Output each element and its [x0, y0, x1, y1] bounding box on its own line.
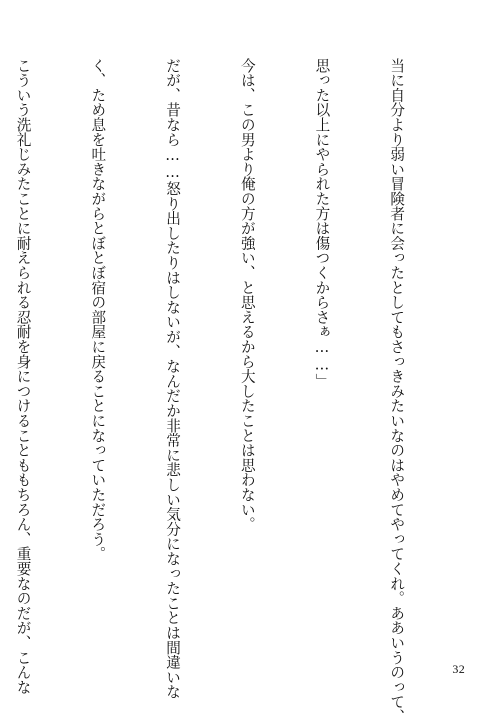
text-line: 思った以上にやられた方は傷つくからさぁ……」: [313, 58, 331, 389]
text-line: く、ため息を吐きながらとぼとぼ宿の部屋に戻ることになっていただろう。: [89, 58, 107, 562]
text-line: 当に自分より弱い冒険者に会ったとしてもさっきみたいなのはやめてやってくれ。ああいうのって、: [388, 58, 406, 724]
text-line: だが、昔なら……怒り出したりはしないが、なんだか非常に悲しい気分になったことは間違いな: [164, 58, 182, 700]
text-line: こういう洗礼じみたことに耐えられる忍耐を身につけることももちろん、重要なのだが、こんな: [14, 58, 32, 695]
vertical-text-body: [14, 58, 458, 724]
text-line: 今は、この男より俺の方が強い、と思えるから大したことは思わない。: [238, 58, 256, 532]
page-number: 32: [452, 662, 465, 676]
